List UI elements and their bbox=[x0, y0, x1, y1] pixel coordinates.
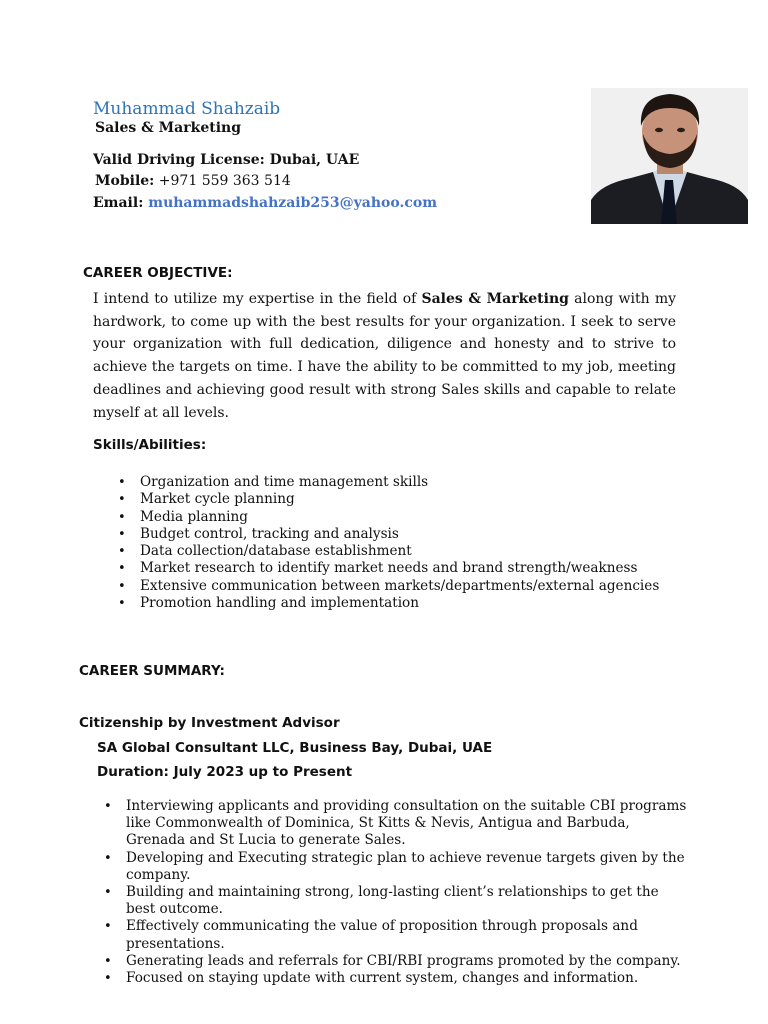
mobile-value: +971 559 363 514 bbox=[154, 173, 291, 189]
objective-highlight: Sales & Marketing bbox=[421, 291, 569, 307]
list-item: • Building and maintaining strong, long-lasting client’s relationships to get the best outcome. bbox=[102, 884, 692, 918]
list-item: • Effectively communicating the value of proposition through proposals and presentations. bbox=[102, 918, 692, 952]
portrait-illustration bbox=[591, 88, 748, 224]
list-item: • Developing and Executing strategic plan to achieve revenue targets given by the company. bbox=[102, 850, 692, 884]
email-line bbox=[93, 195, 437, 211]
career-objective-text bbox=[93, 288, 676, 424]
list-item: • Budget control, tracking and analysis bbox=[116, 526, 676, 543]
skills-list bbox=[116, 474, 676, 612]
list-item: • Interviewing applicants and providing consultation on the suitable CBI programs like Commonwealth of Dominica, St Kitts & Nevis, Antigua and Barbuda, Grenada and St Lucia to generate Sales. bbox=[102, 798, 692, 850]
list-item: • Focused on staying update with current system, changes and information. bbox=[102, 970, 692, 987]
driving-license: Valid Driving License: Dubai, UAE bbox=[93, 152, 360, 168]
company-name: SA Global Consultant LLC, Business Bay, Dubai, UAE bbox=[97, 740, 493, 756]
profile-photo bbox=[591, 88, 748, 224]
list-item: • Media planning bbox=[116, 509, 676, 526]
list-item: • Market cycle planning bbox=[116, 491, 676, 508]
list-item: • Market research to identify market needs and brand strength/weakness bbox=[116, 560, 676, 577]
list-item: • Generating leads and referrals for CBI/RBI programs promoted by the company. bbox=[102, 953, 692, 970]
email-label: Email: bbox=[93, 195, 144, 211]
list-item: • Data collection/database establishment bbox=[116, 543, 676, 560]
mobile-label: Mobile: bbox=[95, 173, 155, 189]
candidate-name: Muhammad Shahzaib bbox=[93, 99, 281, 119]
job-title: Citizenship by Investment Advisor bbox=[79, 715, 340, 731]
email-link[interactable]: muhammadshahzaib253@yahoo.com bbox=[143, 195, 438, 211]
list-item: • Promotion handling and implementation bbox=[116, 595, 676, 612]
objective-text-part: I intend to utilize my expertise in the field of bbox=[93, 291, 422, 307]
job-duration: Duration: July 2023 up to Present bbox=[97, 764, 353, 780]
skills-heading: Skills/Abilities: bbox=[93, 437, 207, 453]
list-item: • Extensive communication between markets/departments/external agencies bbox=[116, 578, 676, 595]
career-objective-heading: CAREER OBJECTIVE: bbox=[83, 265, 233, 281]
career-summary-heading: CAREER SUMMARY: bbox=[79, 663, 225, 679]
mobile-line bbox=[95, 173, 291, 189]
objective-text-part: along with my hardwork, to come up with the best results for your organization. I seek to serve your organization with full dedication, diligence and honesty and to strive to achieve the targets on time. I have the ability to be committed to my job, meeting deadlines and achieving good result with strong Sales skills and capable to relate myself at all levels. bbox=[93, 291, 676, 421]
candidate-role: Sales & Marketing bbox=[95, 120, 241, 136]
list-item: • Organization and time management skills bbox=[116, 474, 676, 491]
duties-list bbox=[102, 798, 692, 987]
